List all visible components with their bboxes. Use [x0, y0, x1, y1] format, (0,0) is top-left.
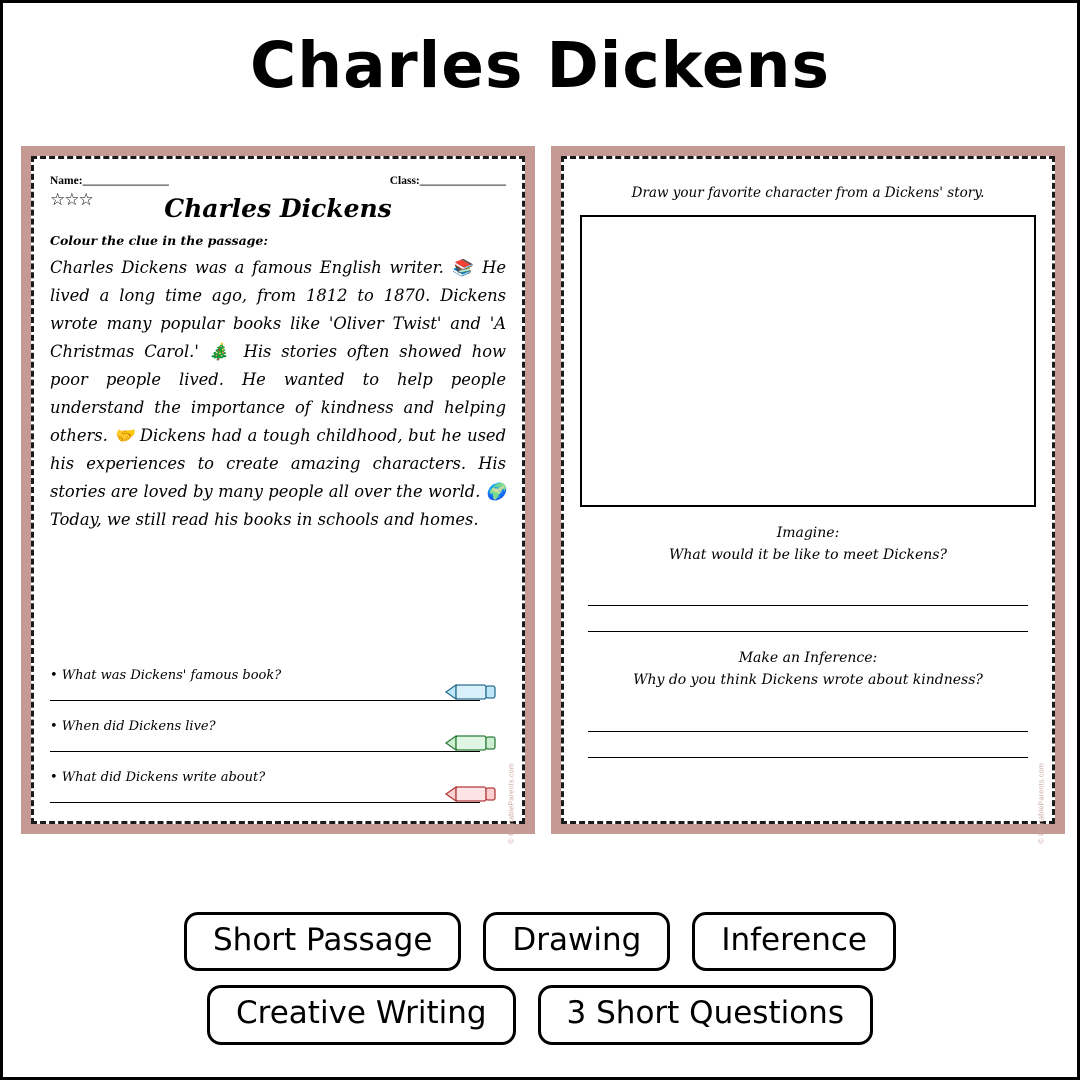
crayon-icon-red — [444, 784, 498, 804]
drawing-prompt: Draw your favorite character from a Dickens' story. — [631, 185, 985, 201]
feature-tag-row-1 — [3, 912, 1077, 972]
inference-write-lines — [588, 706, 1028, 758]
watermark-left: © PrintableParents.com — [509, 763, 516, 844]
inference-line-2[interactable] — [588, 732, 1028, 758]
inference-section-heading — [580, 648, 1036, 691]
feature-tags — [3, 912, 1077, 1059]
tag-short-passage[interactable]: Short Passage — [184, 912, 461, 972]
inference-question-text: Why do you think Dickens wrote about kindness? — [633, 672, 983, 689]
answer-line-2[interactable] — [50, 751, 480, 752]
worksheet-page-2-inner — [561, 156, 1055, 844]
watermark-right: © PrintableParents.com — [1039, 763, 1046, 844]
inference-heading-text: Make an Inference: — [738, 650, 878, 667]
answer-line-3[interactable] — [50, 802, 480, 803]
answer-line-1[interactable] — [50, 700, 480, 701]
imagine-line-2[interactable] — [588, 606, 1028, 632]
question-text-3: • What did Dickens write about? — [50, 770, 266, 785]
inference-line-1[interactable] — [588, 706, 1028, 732]
imagine-heading-text: Imagine: — [776, 525, 840, 541]
question-item-3 — [50, 770, 506, 803]
tag-3-short-questions[interactable]: 3 Short Questions — [538, 985, 873, 1045]
class-field-label[interactable]: Class:_______________ — [389, 175, 506, 187]
worksheet-sheets — [21, 146, 1065, 844]
worksheet-page-2 — [551, 146, 1065, 844]
tag-drawing[interactable]: Drawing — [483, 912, 670, 972]
name-field-label[interactable]: Name:_______________ — [50, 175, 169, 187]
question-text-2: • When did Dickens live? — [50, 719, 216, 734]
worksheet-title: Charles Dickens — [164, 194, 392, 223]
worksheet-page-1 — [21, 146, 535, 844]
question-list — [50, 668, 506, 807]
crayon-icon-blue — [444, 682, 498, 702]
crayon-icon-green — [444, 733, 498, 753]
student-meta-row — [50, 175, 506, 187]
imagine-line-1[interactable] — [588, 580, 1028, 606]
star-rating-icon: ☆☆☆ — [50, 190, 93, 209]
imagine-question-text: What would it be like to meet Dickens? — [668, 546, 948, 563]
instruction-text: Colour the clue in the passage: — [50, 233, 268, 248]
tag-inference[interactable]: Inference — [692, 912, 896, 972]
drawing-area[interactable] — [580, 215, 1036, 507]
question-item-1 — [50, 668, 506, 701]
feature-tag-row-2 — [3, 985, 1077, 1045]
question-text-1: • What was Dickens' famous book? — [50, 668, 282, 683]
imagine-section-heading — [580, 523, 1036, 566]
reading-passage: Charles Dickens was a famous English writer. 📚 He lived a long time ago, from 1812 to 1870. Dickens wrote many popular books like 'Oliver Twist' and 'A Christmas Carol.' 🎄 His stories often showed how poor people lived. He wanted to help people understand the importance of kindness and helping others. 🤝 Dickens had a tough childhood, but he used his experiences to create amazing characters. His stories are loved by many people all over the world. 🌍 Today, we still read his books in schools and homes. — [50, 258, 506, 530]
worksheet-page-1-inner — [31, 156, 525, 844]
imagine-write-lines — [588, 580, 1028, 632]
tag-creative-writing[interactable]: Creative Writing — [207, 985, 516, 1045]
page-title: Charles Dickens — [250, 29, 830, 102]
question-item-2 — [50, 719, 506, 752]
